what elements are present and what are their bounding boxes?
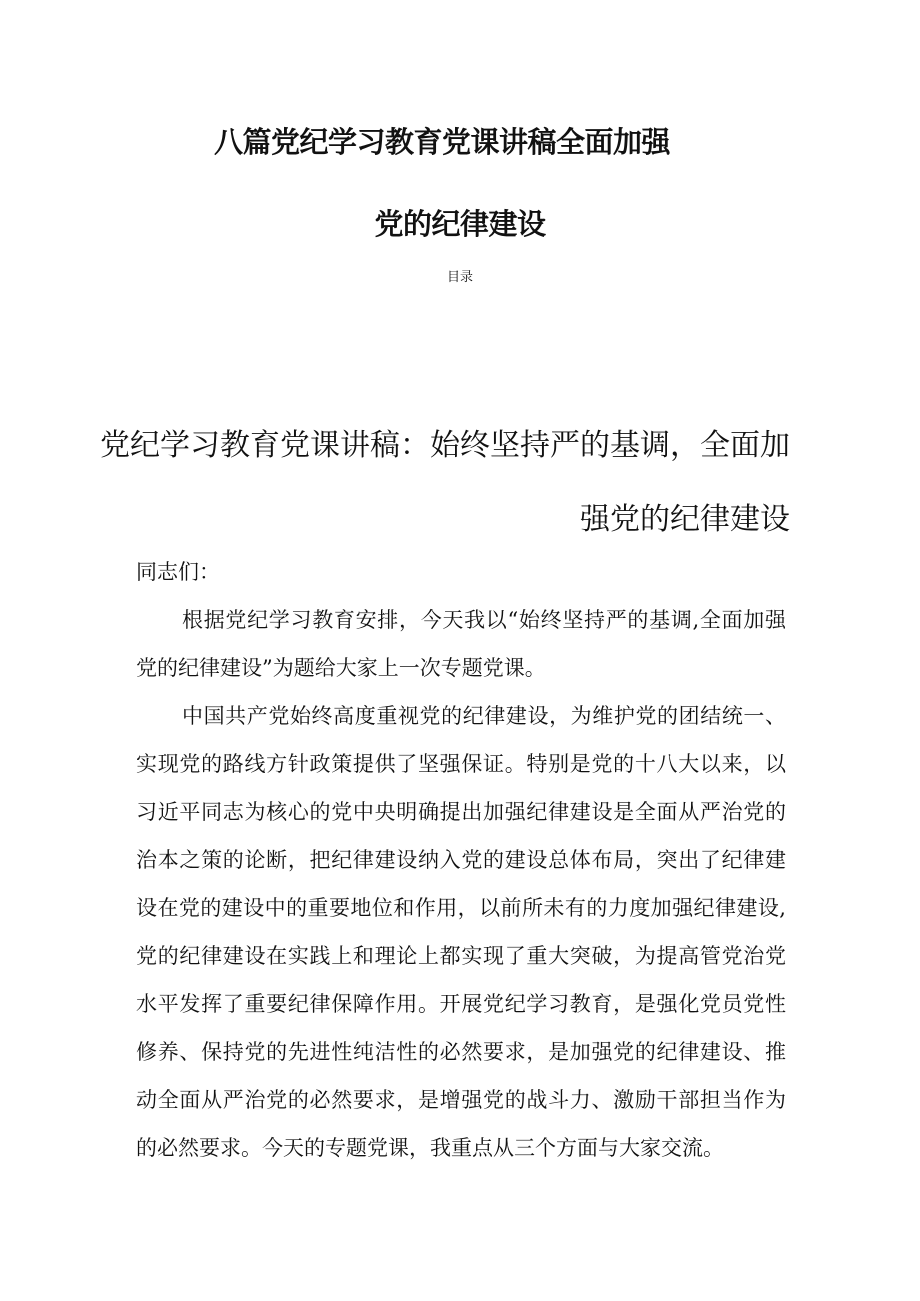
document-title-line-1: 八篇党纪学习教育党课讲稿全面加强 bbox=[214, 125, 671, 159]
section-title-line-1: 党纪学习教育党课讲稿：始终坚持严的基调，全面加 bbox=[100, 428, 790, 463]
paragraph-1: 根据党纪学习教育安排，今天我以“始终坚持严的基调,全面加强党的纪律建设”为题给大家上一次专题党课。 bbox=[136, 608, 786, 680]
section-title-line-2: 强党的纪律建设 bbox=[580, 502, 790, 537]
toc-label: 目录 bbox=[446, 270, 473, 285]
document-title-line-2: 党的纪律建设 bbox=[374, 207, 546, 241]
paragraph-2: 中国共产党始终高度重视党的纪律建设，为维护党的团结统一、实现党的路线方针政策提供了坚强保证。特别是党的十八大以来，以习近平同志为核心的党中央明确提出加强纪律建设是全面从严治党的治本之策的论断，把纪律建设纳入党的建设总体布局，突出了纪律建设在党的建设中的重要地位和作用，以前所未有的力度加强纪律建设,党的纪律建设在实践上和理论上都实现了重大突破，为提高管党治党水平发挥了重要纪律保障作用。开展党纪学习教育，是强化党员党性修养、保持党的先进性纯洁性的必然要求，是加强党的纪律建设、推动全面从严治党的必然要求，是增强党的战斗力、激励干部担当作为的必然要求。今天的专题党课，我重点从三个方面与大家交流。 bbox=[136, 704, 786, 1160]
salutation: 同志们： bbox=[136, 560, 220, 584]
